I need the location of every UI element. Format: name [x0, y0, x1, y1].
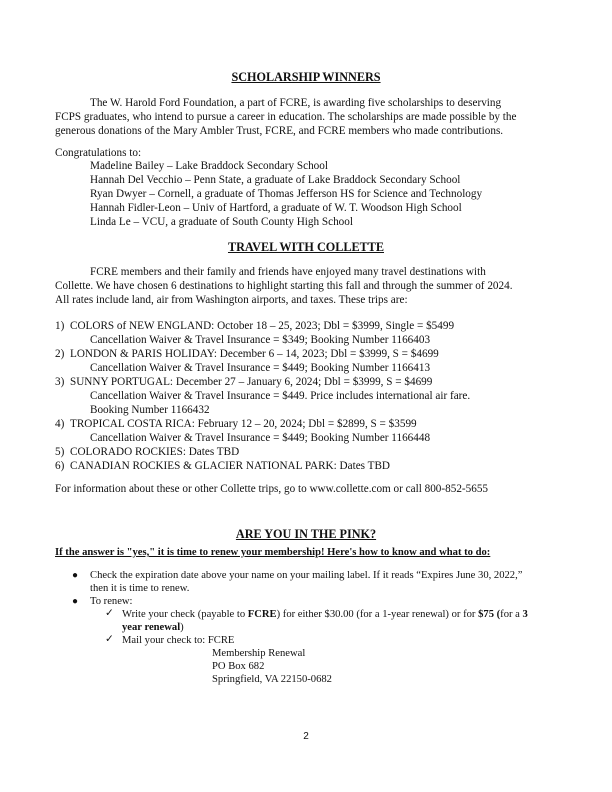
travel-intro-line: Collette. We have chosen 6 destinations to highlight starting this fall and through the summer of 2024. [55, 280, 513, 292]
scholarship-intro-line: The W. Harold Ford Foundation, a part of FCRE, is awarding five scholarships to deserving [90, 97, 502, 109]
scholarship-intro-line: FCPS graduates, who intend to pursue a career in education. The scholarships are made possible by the [55, 111, 517, 123]
check-text: ) [180, 622, 184, 633]
trip-detail: Booking Number 1166432 [90, 404, 210, 416]
mail-instruction: Mail your check to: FCRE [122, 635, 235, 646]
renewal-instruction: Check the expiration date above your name on your mailing label. If it reads “Expires June 30, 2022,” [90, 570, 523, 581]
trip-detail: Cancellation Waiver & Travel Insurance = $449; Booking Number 1166413 [90, 362, 431, 374]
trip-title: COLORADO ROCKIES: Dates TBD [70, 446, 240, 458]
renew-label: To renew: [90, 596, 133, 607]
scholarship-intro-line: generous donations of the Mary Ambler Trust, FCRE, and FCRE members who made contributions. [55, 125, 504, 137]
trip-number: 3) [55, 376, 65, 388]
trip-title: CANADIAN ROCKIES & GLACIER NATIONAL PARK: Dates TBD [70, 460, 390, 472]
trip-detail: Cancellation Waiver & Travel Insurance = $449. Price includes international air fare. [90, 390, 471, 402]
trip-detail: Cancellation Waiver & Travel Insurance = $349; Booking Number 1166403 [90, 334, 431, 346]
trip-detail: Cancellation Waiver & Travel Insurance = $449; Booking Number 1166448 [90, 432, 431, 444]
trip-number: 2) [55, 348, 65, 360]
check-instruction [122, 608, 528, 621]
scholarship-heading: SCHOLARSHIP WINNERS [231, 70, 381, 84]
trip-title: SUNNY PORTUGAL: December 27 – January 6, 2024; Dbl = $3999, S = $4699 [70, 376, 433, 388]
congratulations-label: Congratulations to: [55, 147, 142, 159]
trip-title: LONDON & PARIS HOLIDAY: December 6 – 14, 2023; Dbl = $3999, S = $4699 [70, 348, 439, 360]
trip-number: 6) [55, 460, 65, 472]
winner-item: Hannah Del Vecchio – Penn State, a graduate of Lake Braddock Secondary School [90, 174, 461, 186]
winner-item: Linda Le – VCU, a graduate of South County High School [90, 216, 353, 228]
winner-item: Hannah Fidler-Leon – Univ of Hartford, a graduate of W. T. Woodson High School [90, 202, 462, 214]
year-renewal-label: year renewal [122, 622, 181, 633]
three-year-count: 3 [522, 609, 528, 620]
travel-heading: TRAVEL WITH COLLETTE [227, 240, 384, 254]
trip-number: 1) [55, 320, 65, 332]
checkmark-icon: ✓ [105, 608, 114, 619]
trip-title: TROPICAL COSTA RICA: February 12 – 20, 2024; Dbl = $2899, S = $3599 [70, 418, 417, 430]
page-number: 2 [303, 731, 309, 742]
address-line: PO Box 682 [212, 661, 265, 672]
three-year-price: $75 ( [478, 609, 501, 620]
check-instruction-cont [122, 621, 184, 634]
winner-item: Madeline Bailey – Lake Braddock Secondary School [90, 160, 328, 172]
winner-item: Ryan Dwyer – Cornell, a graduate of Thomas Jefferson HS for Science and Technology [90, 188, 483, 200]
renewal-instruction: then it is time to renew. [90, 583, 190, 594]
check-text: for a [500, 609, 523, 620]
payee-name: FCRE [247, 609, 277, 620]
bullet-icon: ● [72, 570, 79, 581]
pink-subheading: If the answer is "yes," it is time to renew your membership! Here's how to know and what to do: [55, 547, 491, 558]
trip-title: COLORS of NEW ENGLAND: October 18 – 25, 2023; Dbl = $3999, Single = $5499 [70, 320, 455, 332]
travel-intro-line: All rates include land, air from Washington airports, and taxes. These trips are: [55, 294, 408, 306]
address-line: Membership Renewal [212, 648, 306, 659]
pink-heading: ARE YOU IN THE PINK? [235, 527, 377, 541]
check-text: Write your check (payable to [122, 609, 248, 620]
bullet-icon: ● [72, 596, 79, 607]
travel-info-line: For information about these or other Collette trips, go to www.collette.com or call 800-852-5655 [55, 483, 489, 495]
travel-intro-line: FCRE members and their family and friends have enjoyed many travel destinations with [90, 266, 486, 278]
address-line: Springfield, VA 22150-0682 [212, 674, 332, 685]
trip-number: 5) [55, 446, 65, 458]
check-text: ) for either $30.00 (for a 1-year renewal) or for [276, 609, 479, 620]
trip-number: 4) [55, 418, 65, 430]
checkmark-icon: ✓ [105, 634, 114, 645]
